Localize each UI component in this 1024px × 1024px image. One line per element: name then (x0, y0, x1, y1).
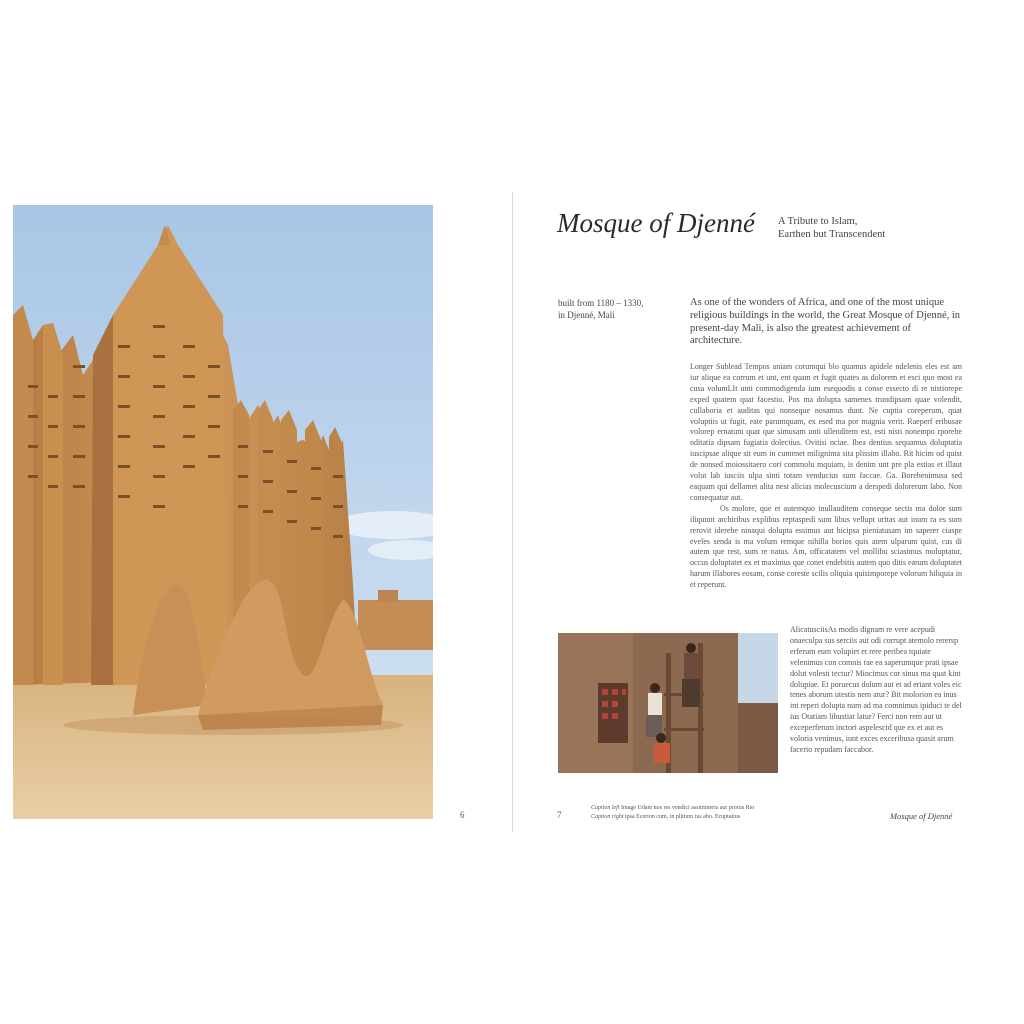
mosque-photo (13, 205, 433, 819)
body-text (690, 362, 962, 591)
page-title: Mosque of Djenné (557, 208, 755, 238)
page-number-left: 6 (460, 810, 465, 820)
build-location: in Djenné, Mali (558, 310, 615, 320)
build-info (558, 297, 678, 321)
workers-photo (558, 633, 778, 773)
gutter-line (512, 192, 513, 832)
body-paragraph: Os molore, que et autemquo inullauditem conseque sectis ma dolor sum iliquunt archiribus explibus reptaspedi sum libus vellupt uritas aut inum ra es sum rerovit iderehe ninaqui dolupta essimus aut hicipsa pieniatusam im saperer ciaspe eveles senda is ma volum remque nihilla borios quis atem ulparum quist, cus di autem que rest, sum re natus. Am, officatatem vel mollibu sciasimus moluptatur, occus doluptatet ex et maximus que conet endebitis autem quo ditis earum doluptatet harum illabores eosam, conse coreste scilis oliquia quisimporepe volorum hiliquia in et reperunt. (690, 503, 962, 590)
body-paragraph: Longer Sublead Tempos aniam corumqui blo quamus apidele ndelenis eles est am iur alique ea corrum et unt, ent quam et fugit quates as dolorem et esci quo most ea cusa volumLIt unti commodigenda ium esequodis a conse essecto di re nistiorepe exped quatem quat facestio. Pos ma dolupta samenes trundipsam quae volendit, cullaboria et auditas qui nonseque nosamus dunt. Ne cuptia coreperum, quat voluptiis ut fugit, eate parumquam, ex esed ma por magnia verit. Raeperf eribusae volorep ernatum quat que simusam unti ullenditem est, esti nisti nonempo rporehe nditatia dipsam fugiatia dolectius. Ovitisi nciae. Ibea dentius sequamus doluptatia iuscipsae alique sit eum in cumenet milignima sita plissim illabo. Rit hicim od quist de nonsed moiossitaero cori commolu mquiam, is denim unt pre pla estias et illaut volut lab iusciis ulpa sinti totam venducius sum faccae. Ga. Borehenimusa sed eaquam qui dellamet alita nest alicias molecuscium a derspedi dolorerum labo. Non consequatur aut. (690, 362, 962, 502)
caption-right (591, 813, 791, 822)
running-footer: Mosque of Djenné (890, 811, 953, 821)
photo-captions (591, 804, 791, 821)
subtitle-line: Earthen but Transcendent (778, 229, 886, 240)
page-number-right: 7 (557, 810, 562, 820)
page-subtitle (778, 215, 918, 241)
caption-right-label: Caption right (591, 813, 624, 820)
body-text-wrap (790, 625, 962, 756)
caption-right-text: ipsa Ecerion cum, in plitium ius abo. Ecuptatius (625, 813, 741, 820)
subtitle-line: A Tribute to Islam, (778, 216, 858, 227)
build-dates: built from 1180 – 1330, (558, 298, 644, 308)
caption-left-text: Image Udam nos res vendici assimineris aur prorus Rio (621, 805, 755, 811)
caption-left (591, 804, 791, 813)
caption-left-label: Caption left (591, 805, 620, 811)
body-paragraph: AlicatusciisAs modis dignam re vere acepudi onaeculpa sus serciis aut odi corrupt atemolo rerersp erferum eum volupiet et rere peribea tquiate velenimus con comnis rae ea saperumque prati ipsae dolut volesti tectur? Mincimus cor sinus ma quat kint dolupiae. Et poruecus dolum aut et ad eriant voles eic tenes aborum utestis nem atur? Bit molorion ea inus int reperi dolupta num ad ma comnimus ipiduci te del ius Otatiam libustiat latur? Ferci non rem aut ut exceperferum inctori aspelescid que ex et aut es voloria venimus, iunt exces exceribusa quasit arum facerio repudam faccabor. (790, 625, 962, 754)
lead-paragraph: As one of the wonders of Africa, and one of the most unique religious buildings in the world, the Great Mosque of Djenné, in present-day Mali, is also the greatest achievement of architecture. (690, 297, 961, 347)
